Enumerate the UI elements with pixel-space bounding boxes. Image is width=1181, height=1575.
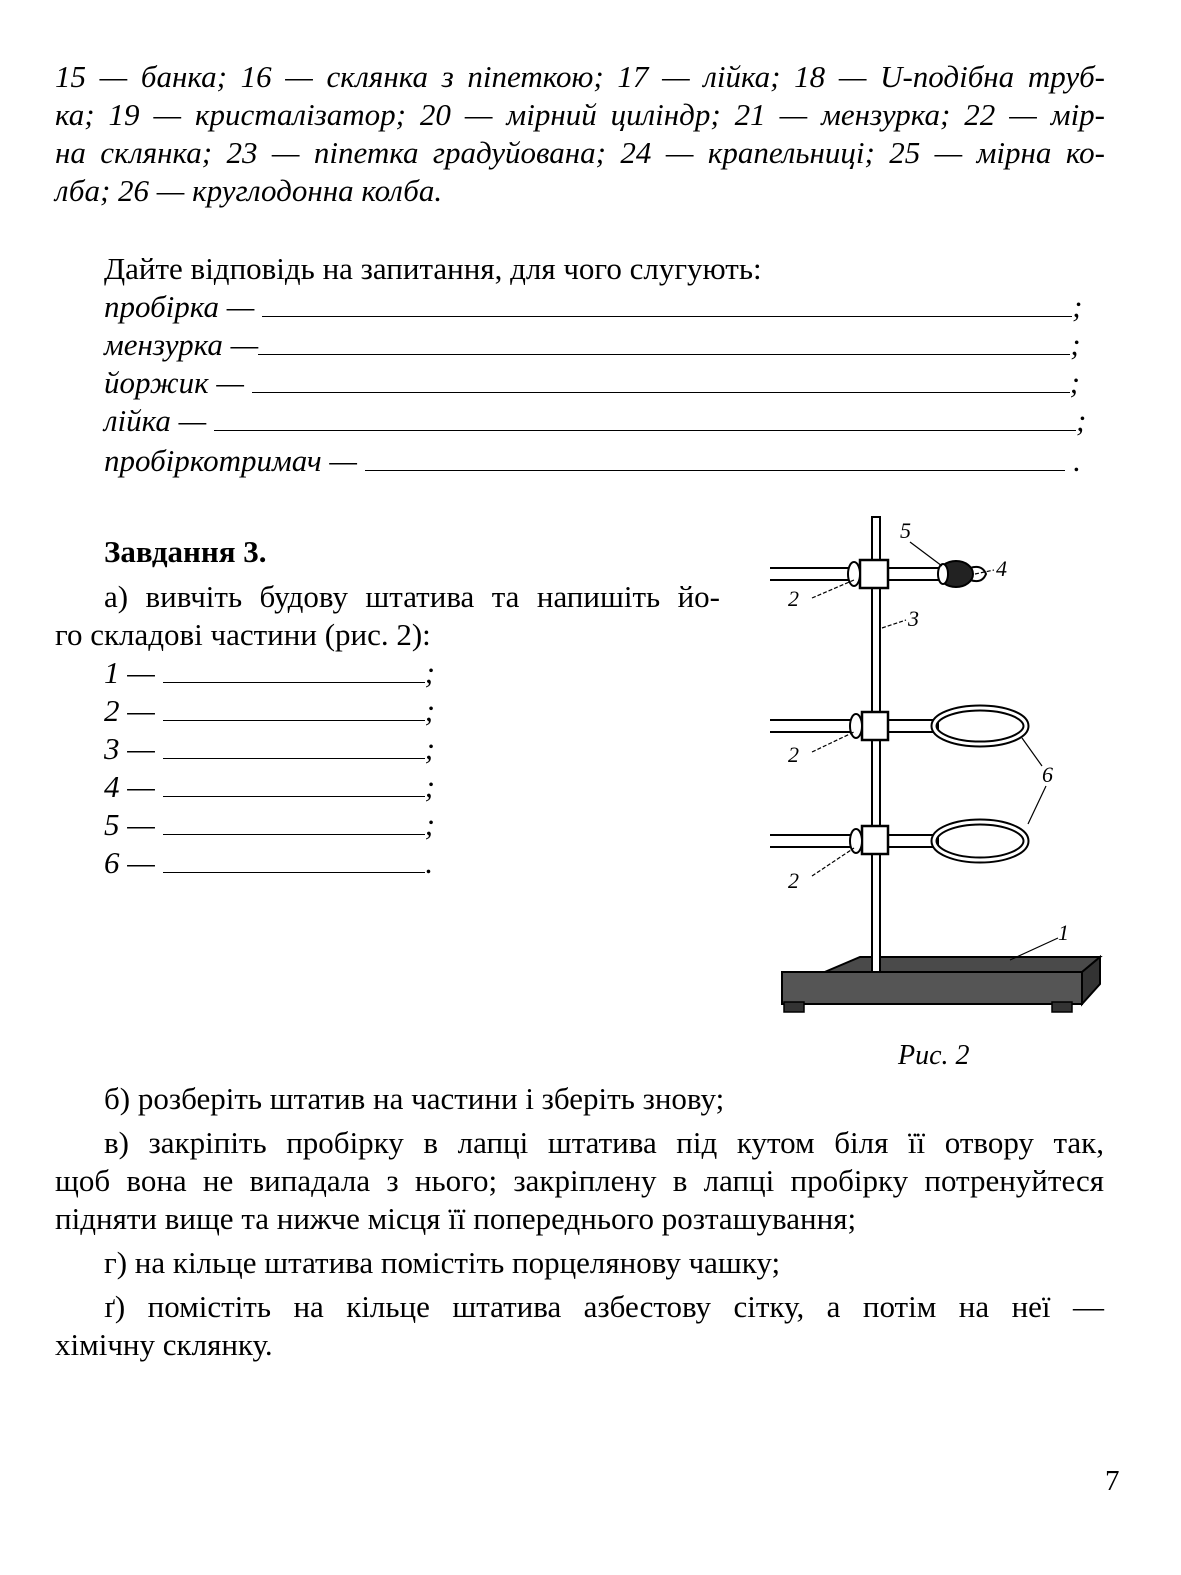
- leader-2b: [812, 732, 854, 752]
- label-2a: 2: [788, 586, 799, 611]
- term-label: мензурка —: [104, 327, 259, 362]
- answer-row-probirka: [104, 288, 1082, 326]
- task-a-line-1: а) вивчіть будову штатива та напишіть йо-: [104, 579, 720, 614]
- figure-caption: Рис. 2: [898, 1040, 970, 1071]
- row-end-mark: .: [1072, 443, 1081, 478]
- task-b: б) розберіть штатив на частини і зберіть знову;: [104, 1081, 725, 1116]
- task-a-line-2: го складові частини (рис. 2):: [55, 617, 431, 652]
- part-row-3: [104, 730, 435, 768]
- part-number: 5 —: [104, 807, 155, 842]
- legend-line-1: 15 — банка; 16 — склянка з піпеткою; 17 — лійка; 18 — U-подібна труб-: [55, 59, 1105, 94]
- part-row-2: [104, 692, 435, 730]
- part-number: 4 —: [104, 769, 155, 804]
- part-row-4: [104, 768, 435, 806]
- page-number: 7: [1105, 1465, 1120, 1497]
- answer-blank[interactable]: [262, 290, 1072, 317]
- part-row-1: [104, 654, 435, 692]
- answer-blank[interactable]: [258, 328, 1070, 355]
- row-end-mark: ;: [424, 693, 435, 728]
- part-blank[interactable]: [163, 656, 425, 683]
- row-end-mark: ;: [424, 655, 435, 690]
- term-label: лійка —: [104, 403, 207, 438]
- part-row-5: [104, 806, 435, 844]
- task-heading: Завдання 3.: [104, 534, 267, 569]
- answer-row-yorzhyk: [104, 364, 1080, 402]
- row-end-mark: ;: [1070, 327, 1081, 362]
- label-3: 3: [908, 606, 919, 631]
- leader-6b: [1028, 786, 1046, 824]
- part-blank[interactable]: [163, 694, 425, 721]
- part-row-6: [104, 844, 432, 882]
- question-intro: Дайте відповідь на запитання, для чого слугують:: [104, 251, 762, 286]
- clamp-screw-middle: [850, 714, 862, 738]
- label-5: 5: [900, 518, 911, 543]
- answer-row-liyka: [104, 402, 1086, 440]
- row-end-mark: .: [424, 845, 433, 880]
- row-end-mark: ;: [1072, 289, 1083, 324]
- label-2b: 2: [788, 742, 799, 767]
- leader-3: [882, 620, 906, 628]
- part-blank[interactable]: [163, 808, 425, 835]
- row-end-mark: ;: [424, 769, 435, 804]
- answer-blank[interactable]: [214, 404, 1076, 431]
- answer-blank[interactable]: [365, 444, 1065, 471]
- part-blank[interactable]: [163, 770, 425, 797]
- part-blank[interactable]: [163, 732, 425, 759]
- leader-5: [910, 542, 942, 566]
- label-4: 4: [996, 556, 1007, 581]
- base-foot-left: [784, 1002, 804, 1012]
- part-number: 2 —: [104, 693, 155, 728]
- row-end-mark: ;: [1069, 365, 1080, 400]
- label-6: 6: [1042, 762, 1053, 787]
- part-number: 6 —: [104, 845, 155, 880]
- base-foot-right: [1052, 1002, 1072, 1012]
- term-label: пробірка —: [104, 289, 255, 324]
- lab-stand-figure: [770, 512, 1130, 1022]
- answer-blank[interactable]: [252, 366, 1070, 393]
- clamp-holder-lower: [862, 826, 888, 854]
- task-e-line-1: ґ) помістіть на кільце штатива азбестову сітку, а потім на неї —: [104, 1289, 1104, 1324]
- clamp-holder-top: [860, 560, 888, 588]
- part-number: 3 —: [104, 731, 155, 766]
- stand-base: [782, 972, 1082, 1004]
- legend-line-2: ка; 19 — кристалізатор; 20 — мірний циліндр; 21 — мензурка; 22 — мір-: [55, 97, 1105, 132]
- leader-2a: [812, 580, 854, 598]
- term-label: пробіркотримач —: [104, 443, 357, 478]
- label-2c: 2: [788, 868, 799, 893]
- clamp-screw-jaw: [938, 564, 948, 584]
- task-c-line-1: в) закріпіть пробірку в лапці штатива під кутом біля її отвору так,: [104, 1125, 1104, 1160]
- row-end-mark: ;: [424, 807, 435, 842]
- answer-row-probirkotrymach: [104, 442, 1080, 480]
- answer-row-menzurka: [104, 326, 1081, 364]
- task-e-line-2: хімічну склянку.: [55, 1327, 273, 1362]
- part-number: 1 —: [104, 655, 155, 690]
- task-c-line-3: підняти вище та нижче місця її попереднього розташування;: [55, 1201, 857, 1236]
- lab-stand-illustration: [770, 512, 1130, 1022]
- part-blank[interactable]: [163, 846, 425, 873]
- term-label: йоржик —: [104, 365, 244, 400]
- leader-2c: [812, 848, 854, 876]
- leader-6a: [1022, 738, 1042, 766]
- row-end-mark: ;: [1075, 403, 1087, 438]
- legend-line-3: на склянка; 23 — піпетка градуйована; 24 — крапельниці; 25 — мірна ко-: [55, 135, 1105, 170]
- label-1: 1: [1058, 920, 1069, 945]
- task-c-line-2: щоб вона не випадала з нього; закріплену в лапці пробірку потренуйтеся: [55, 1163, 1104, 1198]
- legend-line-4: лба; 26 — круглодонна колба.: [55, 173, 443, 208]
- clamp-screw-lower: [850, 829, 862, 853]
- clamp-screw-top: [848, 562, 860, 586]
- task-d: г) на кільце штатива помістіть порцелянову чашку;: [104, 1245, 781, 1280]
- clamp-holder-middle: [862, 712, 888, 740]
- row-end-mark: ;: [424, 731, 435, 766]
